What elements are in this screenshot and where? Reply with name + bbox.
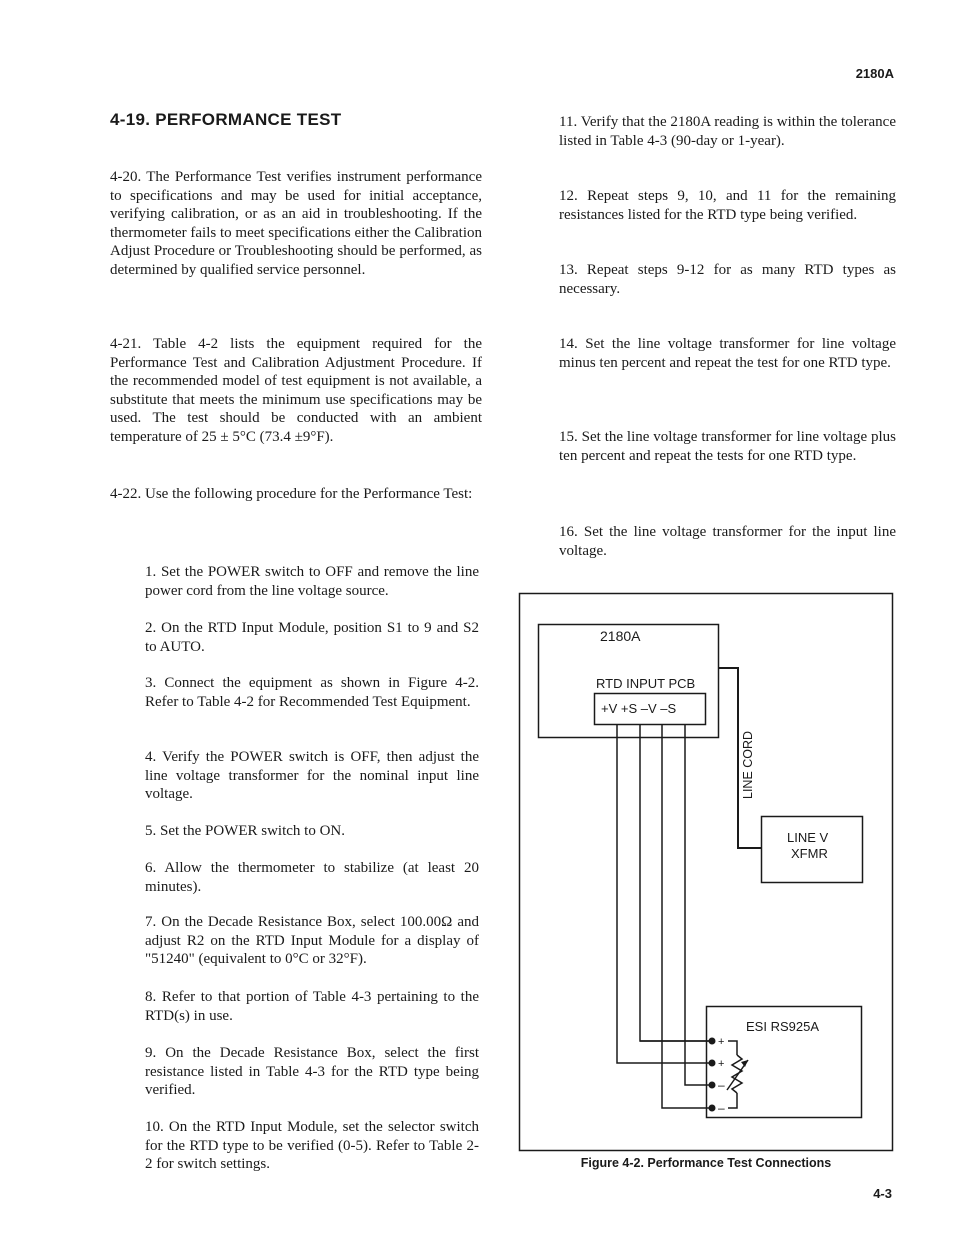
esi-terminal-1-label: + bbox=[718, 1036, 725, 1048]
esi-terminal-4-label: – bbox=[718, 1101, 725, 1115]
step-12: 12. Repeat steps 9, 10, and 11 for the remaining resistances listed for the RTD type being verified. bbox=[559, 188, 896, 223]
variable-resistor-icon bbox=[732, 1055, 742, 1093]
wire-plus-s bbox=[640, 724, 712, 1041]
step-10: 10. On the RTD Input Module, set the selector switch for the RTD type to be verified (0-5). Refer to Table 2-2 for switch settings. bbox=[145, 1119, 479, 1173]
step-8: 8. Refer to that portion of Table 4-3 pertaining to the RTD(s) in use. bbox=[145, 989, 479, 1024]
step-9: 9. On the Decade Resistance Box, select the first resistance listed in Table 4-3 for the RTD type being verified. bbox=[145, 1045, 479, 1099]
step-1: 1. Set the POWER switch to OFF and remove the line power cord from the line voltage source. bbox=[145, 564, 479, 599]
step-2: 2. On the RTD Input Module, position S1 to 9 and S2 to AUTO. bbox=[145, 620, 479, 655]
esi-terminal-3-label: – bbox=[718, 1078, 725, 1092]
step-3: 3. Connect the equipment as shown in Figure 4-2. Refer to Table 4-2 for Recommended Test Equipment. bbox=[145, 675, 479, 710]
step-16: 16. Set the line voltage transformer for the input line voltage. bbox=[559, 524, 896, 559]
label-esi: ESI RS925A bbox=[746, 1019, 819, 1034]
wire-minus-s bbox=[685, 724, 712, 1085]
step-11: 11. Verify that the 2180A reading is within the tolerance listed in Table 4-3 (90-day or 1-year). bbox=[559, 114, 896, 149]
step-13: 13. Repeat steps 9-12 for as many RTD types as necessary. bbox=[559, 262, 896, 297]
esi-terminal-2-label: + bbox=[718, 1058, 725, 1070]
document-number: 2180A bbox=[855, 66, 894, 81]
wire-plus-v bbox=[617, 724, 712, 1063]
label-2180a: 2180A bbox=[600, 628, 641, 644]
label-xfmr-line1: LINE V bbox=[787, 830, 829, 845]
label-rtd-input-pcb: RTD INPUT PCB bbox=[596, 676, 696, 691]
figure-caption: Figure 4-2. Performance Test Connections bbox=[580, 1156, 832, 1170]
paragraph-4-21: 4-21. Table 4-2 lists the equipment required for the Performance Test and Calibration Adjustment Procedure. If the recommended model of test equipment is not available, a substitute that meets the minimum use specifications may be used. The test should be conducted with an ambient temperature of 25 ± 5°C (73.4 ±9°F). bbox=[110, 336, 482, 445]
wire-minus-v bbox=[662, 724, 712, 1108]
step-4: 4. Verify the POWER switch is OFF, then adjust the line voltage transformer for the nominal input line voltage. bbox=[145, 749, 479, 803]
step-15: 15. Set the line voltage transformer for line voltage plus ten percent and repeat the tests for one RTD type. bbox=[559, 429, 896, 464]
paragraph-4-22: 4-22. Use the following procedure for the Performance Test: bbox=[110, 486, 473, 502]
step-6: 6. Allow the thermometer to stabilize (at least 20 minutes). bbox=[145, 860, 479, 895]
section-title: 4-19. PERFORMANCE TEST bbox=[110, 110, 342, 129]
esi-terminal-2 bbox=[709, 1060, 716, 1067]
label-line-cord: LINE CORD bbox=[741, 730, 755, 799]
esi-terminal-1 bbox=[709, 1038, 716, 1045]
esi-terminal-4 bbox=[709, 1105, 716, 1112]
page-number: 4-3 bbox=[873, 1186, 892, 1201]
label-xfmr-line2: XFMR bbox=[791, 846, 828, 861]
paragraph-4-20: 4-20. The Performance Test verifies instrument performance to specifications and may be used for initial acceptance, verifying calibration, or as an aid in troubleshooting. If the thermometer fails to meet specifications either the Calibration Adjust Procedure or Troubleshooting should be performed, as determined by qualified service personnel. bbox=[110, 169, 482, 278]
step-5: 5. Set the POWER switch to ON. bbox=[145, 823, 345, 839]
step-7: 7. On the Decade Resistance Box, select 100.00Ω and adjust R2 on the RTD Input Module for a display of "51240" (equivalent to 0°C or 32°F). bbox=[145, 914, 479, 968]
step-14: 14. Set the line voltage transformer for line voltage minus ten percent and repeat the test for one RTD type. bbox=[559, 336, 896, 371]
esi-terminal-3 bbox=[709, 1082, 716, 1089]
label-terminals: +V +S –V –S bbox=[601, 701, 677, 716]
